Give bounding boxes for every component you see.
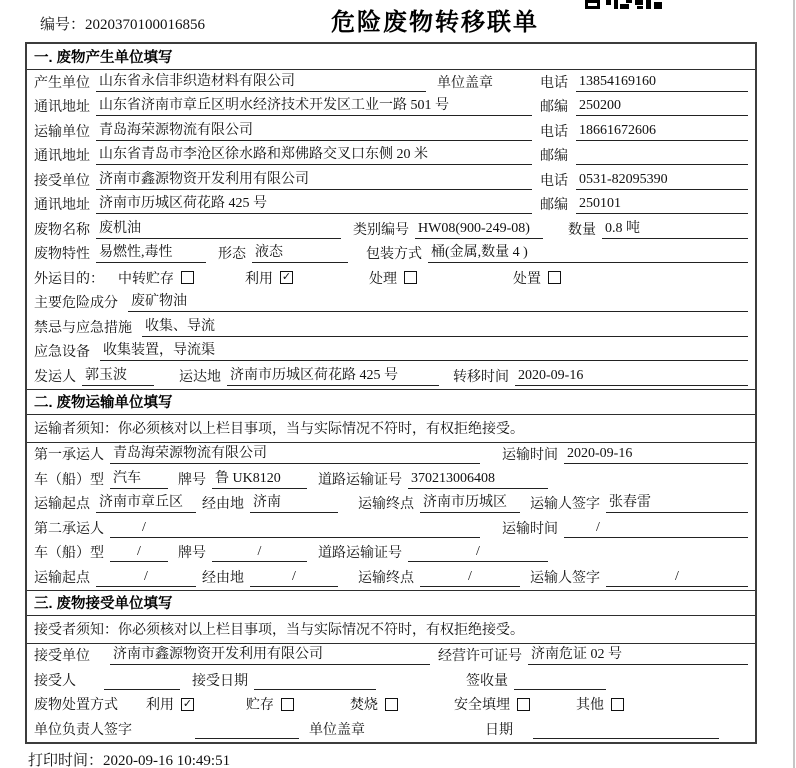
receiver-notice: 接受者须知：你必须核对以上栏目事项，当与实际情况不符时，有权拒绝接受。 [27,616,755,644]
address-label: 通讯地址 [34,149,90,165]
transfer-time-value: 2020-09-16 [515,366,748,386]
receiving-unit-value: 济南市鑫源物资开发利用有限公司 [110,645,430,665]
qr-code-fragment [585,0,662,9]
row-emergency-equipment [27,340,755,365]
form-table [25,42,757,744]
phone-value: 0531-82095390 [576,170,748,190]
hazard-value: 废矿物油 [128,292,748,312]
producer-label: 产生单位 [34,75,90,91]
option-label: 利用 [146,698,174,714]
unit-seal-label: 单位盖章 [309,722,365,738]
permit-value: 济南危证 02 号 [528,645,748,665]
receiver-zip-pair [540,194,748,214]
traits-label: 废物特性 [34,247,90,263]
checkbox-store [281,698,294,711]
row-waste-name [27,217,755,242]
row-route-1 [27,492,755,517]
receiver-person-value [104,671,180,690]
disposal-option-utilize [146,694,194,714]
permit-label: 经营许可证号 [438,649,522,665]
form-value: 液态 [252,243,348,263]
transporter-phone-pair [540,121,748,141]
waste-name-label: 废物名称 [34,222,90,238]
option-label: 其他 [576,698,604,714]
receiving-unit-label: 接受单位 [34,649,90,665]
checkbox-treat [404,271,417,284]
plate-label: 牌号 [178,546,206,562]
checkbox-dispose [548,271,561,284]
vehicle-type-value: / [110,542,168,562]
row-dispatch [27,364,755,389]
option-label: 焚烧 [350,698,378,714]
via-value: / [250,567,338,587]
producer-value: 山东省永信非织造材料有限公司 [96,72,426,92]
hazard-label: 主要危险成分 [34,296,118,312]
carrier-label: 第二承运人 [34,521,104,537]
origin-label: 运输起点 [34,497,90,513]
transporter-value: 青岛海荣源物流有限公司 [96,121,532,141]
carrier-sign-label: 运输人签字 [530,497,600,513]
zip-value: 250101 [576,194,748,214]
receiver-value: 济南市鑫源物资开发利用有限公司 [96,170,532,190]
vehicle-type-value: 汽车 [110,469,168,489]
option-label: 处理 [369,271,397,287]
row-producer [27,70,755,95]
equipment-value: 收集装置，导流渠 [100,341,748,361]
print-time-label: 打印时间： [28,753,104,768]
carrier-label: 第一承运人 [34,448,104,464]
address-value: 山东省济南市章丘区明水经济技术开发区工业一路 501 号 [96,96,532,116]
transport-time-value: 2020-09-16 [564,444,748,464]
row-second-carrier [27,516,755,541]
equipment-label: 应急设备 [34,345,90,361]
option-label: 贮存 [246,698,274,714]
vehicle-type-label: 车（船）型 [34,546,104,562]
row-outbound-purpose [27,266,755,291]
receiver-person-label: 接受人 [34,673,76,689]
row-waste-traits [27,242,755,267]
via-value: 济南 [250,493,338,513]
producer-zip-pair [540,96,748,116]
option-label: 处置 [513,271,541,287]
row-transporter [27,119,755,144]
plate-label: 牌号 [178,472,206,488]
plate-value: / [212,542,307,562]
responsible-sign-value [195,720,299,739]
checkbox-other [611,698,624,711]
address-value: 济南市历城区荷花路 425 号 [96,194,532,214]
endpoint-value: 济南市历城区 [420,493,520,513]
disposal-option-store [246,694,294,714]
zip-value [576,146,748,165]
transport-time-label: 运输时间 [502,521,558,537]
option-label: 安全填埋 [454,698,510,714]
origin-value: / [96,567,196,587]
row-hazard-components [27,291,755,316]
section-producer-header: 一. 废物产生单位填写 [27,44,755,70]
phone-value: 18661672606 [576,121,748,141]
row-receiver [27,168,755,193]
vehicle-type-label: 车（船）型 [34,472,104,488]
row-receiving-unit [27,644,755,669]
carrier-value: 青岛海荣源物流有限公司 [110,444,480,464]
responsible-sign-label: 单位负责人签字 [34,722,132,738]
endpoint-label: 运输终点 [358,570,414,586]
transport-time-label: 运输时间 [502,448,558,464]
row-responsible-sign [27,717,755,742]
page-edge-line [793,0,795,768]
destination-value: 济南市历城区荷花路 425 号 [227,366,439,386]
measures-value: 收集、导流 [142,317,748,337]
date-label: 日期 [485,722,513,738]
transporter-label: 运输单位 [34,124,90,140]
checkbox-storage [181,271,194,284]
serial-value: 2020370100016856 [85,17,206,33]
carrier-sign-label: 运输人签字 [530,570,600,586]
receiver-label: 接受单位 [34,173,90,189]
measures-label: 禁忌与应急措施 [34,320,132,336]
transport-notice: 运输者须知：你必须核对以上栏目事项，当与实际情况不符时，有权拒绝接受。 [27,415,755,443]
date-value [533,720,719,739]
option-label: 利用 [245,271,273,287]
section-transport-header: 二. 废物运输单位填写 [27,389,755,415]
row-receiver-address [27,193,755,218]
packing-label: 包装方式 [366,247,422,263]
destination-label: 运达地 [179,369,221,385]
address-label: 通讯地址 [34,198,90,214]
via-label: 经由地 [202,570,244,586]
row-producer-address [27,95,755,120]
checkbox-utilize-checked: ✓ [182,697,193,710]
received-amount-value [514,671,606,690]
phone-label: 电话 [540,173,568,189]
print-time-value: 2020-09-16 10:49:51 [103,753,231,768]
purpose-option-utilize [245,268,293,288]
endpoint-label: 运输终点 [358,497,414,513]
address-value: 山东省青岛市李沧区徐水路和郑佛路交叉口东侧 20 米 [96,145,532,165]
receipt-date-label: 接受日期 [192,673,248,689]
section-receiver-header: 三. 废物接受单位填写 [27,590,755,616]
row-first-carrier [27,443,755,468]
print-time [28,749,230,768]
origin-value: 济南市章丘区 [96,493,196,513]
via-label: 经由地 [202,497,244,513]
endpoint-value: / [420,567,520,587]
row-receipt [27,668,755,693]
zip-label: 邮编 [540,198,568,214]
row-vehicle-2 [27,541,755,566]
zip-value: 250200 [576,96,748,116]
carrier-sign-value: / [606,567,748,587]
origin-label: 运输起点 [34,570,90,586]
carrier-value: / [110,518,480,538]
phone-label: 电话 [540,124,568,140]
zip-label: 邮编 [540,100,568,116]
phone-label: 电话 [540,75,568,91]
seal-label: 单位盖章 [437,75,493,91]
checkbox-incinerate [385,698,398,711]
packing-value: 桶(金属,数量 4 ) [428,243,748,263]
option-label: 中转贮存 [118,271,174,287]
checkbox-landfill [517,698,530,711]
carrier-sign-value: 张春雷 [606,493,748,513]
category-value: HW08(900-249-08) [415,219,543,239]
road-license-value: 370213006408 [408,469,548,489]
row-transporter-address [27,144,755,169]
row-vehicle-1 [27,467,755,492]
traits-value: 易燃性,毒性 [96,243,206,263]
plate-value: 鲁 UK8120 [212,469,307,489]
row-emergency-measures [27,315,755,340]
transfer-time-label: 转移时间 [453,369,509,385]
purpose-option-storage [118,268,194,288]
zip-label: 邮编 [540,149,568,165]
receiver-phone-pair [540,170,748,190]
disposal-option-other [576,694,624,714]
disposal-label: 废物处置方式 [34,698,118,714]
receipt-date-value [254,671,376,690]
disposal-option-incinerate [350,694,398,714]
quantity-label: 数量 [568,222,596,238]
producer-phone-pair [540,72,748,92]
shipper-value: 郭玉波 [82,366,154,386]
road-license-value: / [408,542,548,562]
serial-label: 编号： [40,17,86,33]
received-amount-label: 签收量 [466,673,508,689]
disposal-option-landfill [454,694,530,714]
shipper-label: 发运人 [34,369,76,385]
purpose-option-treat [369,268,417,288]
waste-name-value: 废机油 [96,219,341,239]
category-label: 类别编号 [353,222,409,238]
serial-number [40,13,205,34]
road-license-label: 道路运输证号 [318,472,402,488]
row-route-2 [27,565,755,590]
road-license-label: 道路运输证号 [318,546,402,562]
purpose-option-dispose [513,268,561,288]
quantity-value: 0.8 吨 [602,219,748,239]
page-title: 危险废物转移联单 [331,9,539,36]
transporter-zip-pair [540,145,748,165]
checkbox-utilize-checked: ✓ [281,271,292,284]
transport-time-value: / [564,518,748,538]
row-disposal-method [27,693,755,718]
phone-value: 13854169160 [576,72,748,92]
purpose-label: 外运目的： [34,271,104,287]
address-label: 通讯地址 [34,100,90,116]
form-label: 形态 [218,247,246,263]
